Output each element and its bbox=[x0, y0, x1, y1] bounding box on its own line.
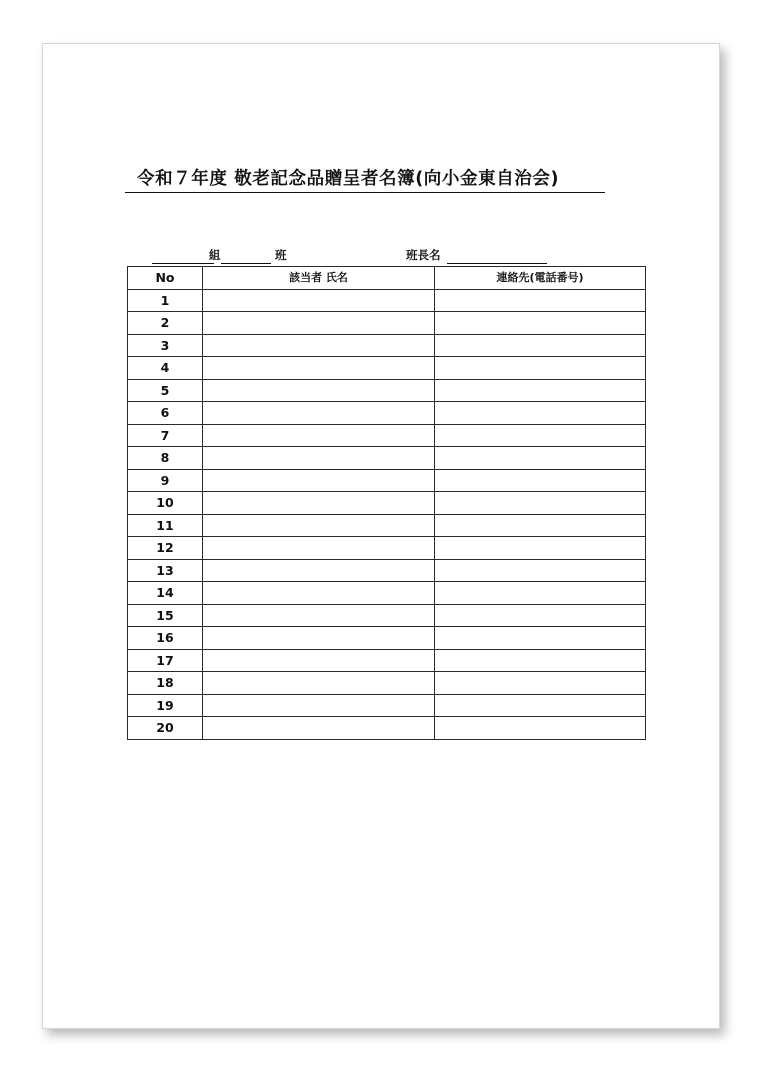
row-number: 20 bbox=[128, 717, 203, 740]
row-number: 7 bbox=[128, 424, 203, 447]
name-cell[interactable] bbox=[203, 334, 435, 357]
contact-cell[interactable] bbox=[435, 537, 646, 560]
table-row bbox=[128, 424, 646, 447]
contact-cell[interactable] bbox=[435, 717, 646, 740]
name-cell[interactable] bbox=[203, 604, 435, 627]
row-number: 3 bbox=[128, 334, 203, 357]
row-number: 6 bbox=[128, 402, 203, 425]
row-number: 19 bbox=[128, 694, 203, 717]
name-cell[interactable] bbox=[203, 717, 435, 740]
name-cell[interactable] bbox=[203, 469, 435, 492]
group-underline-before bbox=[152, 263, 214, 264]
table-row bbox=[128, 289, 646, 312]
header-contact: 連絡先(電話番号) bbox=[435, 267, 646, 290]
row-number: 5 bbox=[128, 379, 203, 402]
row-number: 9 bbox=[128, 469, 203, 492]
table-row bbox=[128, 717, 646, 740]
table-row bbox=[128, 514, 646, 537]
name-cell[interactable] bbox=[203, 447, 435, 470]
row-number: 12 bbox=[128, 537, 203, 560]
contact-cell[interactable] bbox=[435, 694, 646, 717]
contact-cell[interactable] bbox=[435, 424, 646, 447]
table-row bbox=[128, 469, 646, 492]
row-number: 17 bbox=[128, 649, 203, 672]
table-row bbox=[128, 379, 646, 402]
table-row bbox=[128, 334, 646, 357]
row-number: 15 bbox=[128, 604, 203, 627]
leader-name-underline bbox=[447, 263, 547, 264]
name-cell[interactable] bbox=[203, 559, 435, 582]
name-cell[interactable] bbox=[203, 402, 435, 425]
roster-table bbox=[127, 266, 646, 740]
contact-cell[interactable] bbox=[435, 514, 646, 537]
header-no: No bbox=[128, 267, 203, 290]
table-row bbox=[128, 402, 646, 425]
table-row bbox=[128, 604, 646, 627]
table-row bbox=[128, 694, 646, 717]
name-cell[interactable] bbox=[203, 582, 435, 605]
contact-cell[interactable] bbox=[435, 312, 646, 335]
table-row bbox=[128, 649, 646, 672]
contact-cell[interactable] bbox=[435, 672, 646, 695]
contact-cell[interactable] bbox=[435, 379, 646, 402]
row-number: 1 bbox=[128, 289, 203, 312]
name-cell[interactable] bbox=[203, 357, 435, 380]
header-name: 該当者 氏名 bbox=[203, 267, 435, 290]
group-underline bbox=[221, 263, 271, 264]
contact-cell[interactable] bbox=[435, 604, 646, 627]
document-page bbox=[42, 43, 720, 1029]
row-number: 16 bbox=[128, 627, 203, 650]
name-cell[interactable] bbox=[203, 694, 435, 717]
name-cell[interactable] bbox=[203, 289, 435, 312]
group-label: 組 bbox=[209, 248, 221, 262]
row-number: 14 bbox=[128, 582, 203, 605]
leader-label: 班長名 bbox=[406, 248, 441, 262]
name-cell[interactable] bbox=[203, 627, 435, 650]
row-number: 18 bbox=[128, 672, 203, 695]
contact-cell[interactable] bbox=[435, 447, 646, 470]
name-cell[interactable] bbox=[203, 312, 435, 335]
contact-cell[interactable] bbox=[435, 492, 646, 515]
contact-cell[interactable] bbox=[435, 402, 646, 425]
table-row bbox=[128, 447, 646, 470]
row-number: 8 bbox=[128, 447, 203, 470]
contact-cell[interactable] bbox=[435, 357, 646, 380]
name-cell[interactable] bbox=[203, 379, 435, 402]
name-cell[interactable] bbox=[203, 492, 435, 515]
contact-cell[interactable] bbox=[435, 559, 646, 582]
name-cell[interactable] bbox=[203, 514, 435, 537]
row-number: 13 bbox=[128, 559, 203, 582]
table-row bbox=[128, 357, 646, 380]
contact-cell[interactable] bbox=[435, 289, 646, 312]
name-cell[interactable] bbox=[203, 537, 435, 560]
table-row bbox=[128, 672, 646, 695]
contact-cell[interactable] bbox=[435, 649, 646, 672]
table-row bbox=[128, 559, 646, 582]
name-cell[interactable] bbox=[203, 424, 435, 447]
contact-cell[interactable] bbox=[435, 627, 646, 650]
row-number: 11 bbox=[128, 514, 203, 537]
table-header-row bbox=[128, 267, 646, 290]
table-body bbox=[128, 289, 646, 739]
document-title: 令和７年度 敬老記念品贈呈者名簿(向小金東自治会) bbox=[125, 168, 605, 193]
table-row bbox=[128, 582, 646, 605]
squad-label: 班 bbox=[275, 248, 287, 262]
row-number: 10 bbox=[128, 492, 203, 515]
contact-cell[interactable] bbox=[435, 334, 646, 357]
name-cell[interactable] bbox=[203, 672, 435, 695]
name-cell[interactable] bbox=[203, 649, 435, 672]
contact-cell[interactable] bbox=[435, 582, 646, 605]
row-number: 2 bbox=[128, 312, 203, 335]
table-row bbox=[128, 627, 646, 650]
contact-cell[interactable] bbox=[435, 469, 646, 492]
table-row bbox=[128, 312, 646, 335]
table-row bbox=[128, 492, 646, 515]
table-row bbox=[128, 537, 646, 560]
row-number: 4 bbox=[128, 357, 203, 380]
